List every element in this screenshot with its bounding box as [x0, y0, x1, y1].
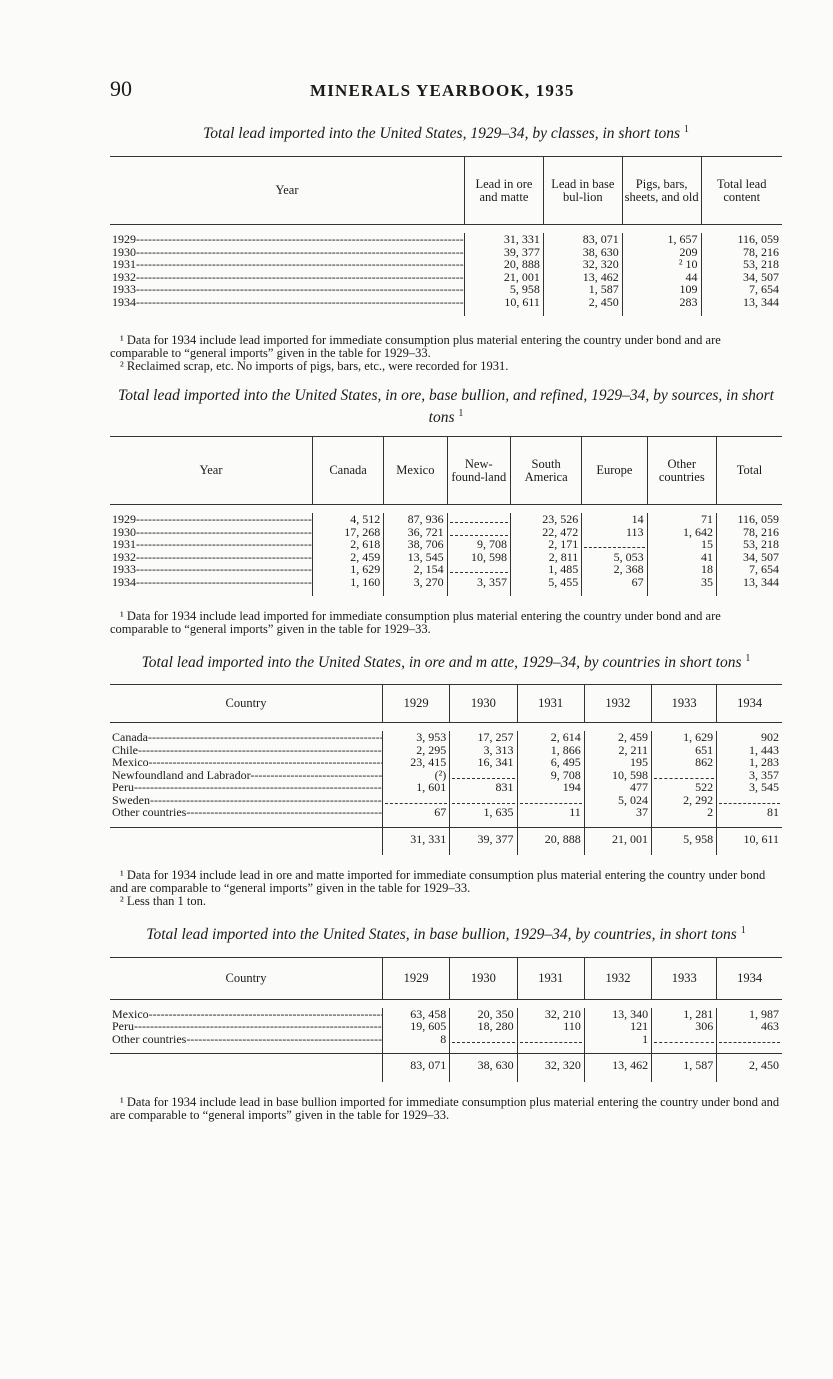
- spacer-cell: [110, 999, 782, 1008]
- row-label: 1932 -----: [110, 551, 313, 564]
- value-cell: 20, 350: [450, 1008, 517, 1021]
- value-cell: 67: [383, 806, 450, 827]
- table-row: [110, 1008, 782, 1021]
- table-row: [110, 563, 782, 576]
- footnotes: [110, 334, 782, 373]
- table-row: [110, 1020, 782, 1033]
- value-cell: (²): [383, 769, 450, 782]
- dash-leader: [654, 1034, 714, 1043]
- total-cell: 2, 450: [717, 1054, 782, 1082]
- row-label: 1931 -----: [110, 538, 313, 551]
- column-header: 1933: [652, 685, 717, 723]
- column-header: 1931: [517, 685, 584, 723]
- dash-leader: [450, 514, 508, 523]
- value-cell: 1, 587: [543, 283, 622, 296]
- empty-cell: [447, 513, 510, 526]
- value-cell: 67: [582, 576, 647, 597]
- total-cell: 21, 001: [584, 827, 651, 855]
- row-spacer: [110, 505, 782, 514]
- value-cell: 306: [652, 1020, 717, 1033]
- value-cell: 5, 024: [584, 794, 651, 807]
- value-cell: 10, 598: [584, 769, 651, 782]
- value-cell: 44: [622, 271, 701, 284]
- value-cell: 1, 601: [383, 781, 450, 794]
- value-cell: 113: [582, 526, 647, 539]
- empty-cell: [450, 1033, 517, 1054]
- column-header: 1931: [517, 957, 584, 999]
- value-cell: 109: [622, 283, 701, 296]
- column-header: Country: [110, 957, 383, 999]
- value-cell: 2, 171: [511, 538, 582, 551]
- row-label: Mexico -----: [110, 1008, 383, 1021]
- value-cell: 1, 283: [717, 756, 782, 769]
- column-header: 1933: [652, 957, 717, 999]
- column-header: 1929: [383, 957, 450, 999]
- value-cell: 1, 642: [647, 526, 716, 539]
- column-header: New-found-land: [447, 437, 510, 505]
- value-cell: 2, 368: [582, 563, 647, 576]
- table-row: [110, 526, 782, 539]
- dash-leader: [719, 795, 780, 804]
- value-cell: 5, 455: [511, 576, 582, 597]
- value-cell: 2, 459: [584, 731, 651, 744]
- totals-label-cell: [110, 827, 383, 855]
- value-cell: 2, 295: [383, 744, 450, 757]
- value-cell: 1, 866: [517, 744, 584, 757]
- value-cell: 22, 472: [511, 526, 582, 539]
- value-cell: 71: [647, 513, 716, 526]
- table-row: [110, 1033, 782, 1054]
- value-cell: 81: [717, 806, 782, 827]
- dash-leader: [385, 795, 447, 804]
- row-label: 1933 -----: [110, 563, 313, 576]
- value-cell: 14: [582, 513, 647, 526]
- row-label: Mexico -----: [110, 756, 383, 769]
- value-cell: 37: [584, 806, 651, 827]
- row-label: 1932 -----: [110, 271, 465, 284]
- total-cell: 10, 611: [717, 827, 782, 855]
- footnote: ¹ Data for 1934 include lead in base bullion imported for immediate consumption plus material entering the country under bond and are comparable to “general imports” given in the table for 1929–33.: [110, 1094, 780, 1122]
- total-cell: 20, 888: [517, 827, 584, 855]
- value-cell: 19, 605: [383, 1020, 450, 1033]
- value-cell: 522: [652, 781, 717, 794]
- row-spacer: [110, 723, 782, 732]
- value-cell: 9, 708: [447, 538, 510, 551]
- value-cell: 463: [717, 1020, 782, 1033]
- table-lead-by-sources: [110, 387, 782, 636]
- value-cell: 8: [383, 1033, 450, 1054]
- value-cell: 10, 611: [465, 296, 544, 317]
- row-label: 1930 -----: [110, 246, 465, 259]
- column-header: Total lead content: [701, 157, 782, 225]
- dash-leader: [719, 1034, 780, 1043]
- value-cell: 3, 357: [717, 769, 782, 782]
- table-row: [110, 551, 782, 564]
- value-cell: 116, 059: [716, 513, 782, 526]
- value-cell: 11: [517, 806, 584, 827]
- value-cell: 209: [622, 246, 701, 259]
- table-row: [110, 283, 782, 296]
- row-label: Other countries -----: [110, 1033, 383, 1054]
- value-cell: 41: [647, 551, 716, 564]
- value-cell: 23, 415: [383, 756, 450, 769]
- footnotes: [110, 869, 782, 908]
- value-cell: 902: [717, 731, 782, 744]
- value-cell: 1, 160: [313, 576, 384, 597]
- value-cell: 6, 495: [517, 756, 584, 769]
- column-header: Pigs, bars, sheets, and old: [622, 157, 701, 225]
- table-row: [110, 296, 782, 317]
- total-cell: 5, 958: [652, 827, 717, 855]
- value-cell: 2, 450: [543, 296, 622, 317]
- table-caption: Total lead imported into the United States, 1929–34, by classes, in short tons $^1$: [203, 124, 689, 143]
- value-cell: 3, 313: [450, 744, 517, 757]
- data-table: [110, 957, 782, 1082]
- dash-leader: [452, 795, 514, 804]
- empty-cell: [447, 563, 510, 576]
- column-header: 1932: [584, 957, 651, 999]
- value-cell: 38, 630: [543, 246, 622, 259]
- value-cell: 3, 545: [717, 781, 782, 794]
- footnote: ¹ Data for 1934 include lead imported for immediate consumption plus material entering the country under bond and are comparable to “general imports” given in the table for 1929–33.: [110, 333, 721, 361]
- row-label: 1929 -----: [110, 513, 313, 526]
- value-cell: 38, 706: [384, 538, 447, 551]
- footnote: ¹ Data for 1934 include lead in ore and matte imported for immediate consumption plus material entering the country under bond and are comparable to “general imports” given in the table for 1929–33.: [110, 868, 766, 896]
- row-label: Chile -----: [110, 744, 383, 757]
- dash-leader: [520, 795, 582, 804]
- value-cell: 17, 257: [450, 731, 517, 744]
- dash-leader: [584, 539, 644, 548]
- column-header: 1932: [584, 685, 651, 723]
- table-row: [110, 731, 782, 744]
- row-label: Peru -----: [110, 1020, 383, 1033]
- value-cell: 2, 618: [313, 538, 384, 551]
- value-cell: 18, 280: [450, 1020, 517, 1033]
- value-cell: 2: [652, 806, 717, 827]
- footnotes: [110, 1096, 782, 1122]
- value-cell: 1, 987: [717, 1008, 782, 1021]
- total-cell: 1, 587: [652, 1054, 717, 1082]
- table-row: [110, 233, 782, 246]
- row-label: Other countries -----: [110, 806, 383, 827]
- column-header: Country: [110, 685, 383, 723]
- value-cell: 2, 154: [384, 563, 447, 576]
- totals-label-cell: [110, 1054, 383, 1082]
- value-cell: 1, 281: [652, 1008, 717, 1021]
- column-header: South America: [511, 437, 582, 505]
- data-table: [110, 436, 782, 596]
- page: [110, 76, 782, 1122]
- column-header: Other countries: [647, 437, 716, 505]
- value-cell: 831: [450, 781, 517, 794]
- value-cell: 78, 216: [716, 526, 782, 539]
- value-cell: 53, 218: [701, 258, 782, 271]
- value-cell: 651: [652, 744, 717, 757]
- value-cell: 862: [652, 756, 717, 769]
- column-header: Year: [110, 437, 313, 505]
- table-row: [110, 806, 782, 827]
- value-cell: 18: [647, 563, 716, 576]
- table-caption: Total lead imported into the United States, in ore and m atte, 1929–34, by countries in short tons $^1$: [141, 653, 751, 672]
- value-cell: 78, 216: [701, 246, 782, 259]
- value-cell: 4, 512: [313, 513, 384, 526]
- value-cell: 34, 507: [701, 271, 782, 284]
- value-cell: 110: [517, 1020, 584, 1033]
- table-caption: Total lead imported into the United States, in ore, base bullion, and refined, 1929–34, by sources, in short tons $^1$: [118, 387, 774, 427]
- value-cell: 121: [584, 1020, 651, 1033]
- value-cell: 1: [584, 1033, 651, 1054]
- value-cell: 1, 635: [450, 806, 517, 827]
- value-cell: 17, 268: [313, 526, 384, 539]
- value-cell: 13, 545: [384, 551, 447, 564]
- value-cell: 39, 377: [465, 246, 544, 259]
- value-cell: 34, 507: [716, 551, 782, 564]
- dash-leader: [654, 770, 714, 779]
- value-cell: 5, 958: [465, 283, 544, 296]
- value-cell: 16, 341: [450, 756, 517, 769]
- dash-leader: [452, 770, 514, 779]
- column-header: Total: [716, 437, 782, 505]
- column-header: Year: [110, 157, 465, 225]
- empty-cell: [517, 1033, 584, 1054]
- value-cell: 20, 888: [465, 258, 544, 271]
- column-header: 1929: [383, 685, 450, 723]
- value-cell: 1, 629: [652, 731, 717, 744]
- row-label: 1929 -----: [110, 233, 465, 246]
- dash-leader: [450, 527, 508, 536]
- value-cell: 13, 344: [716, 576, 782, 597]
- empty-cell: [717, 1033, 782, 1054]
- value-cell: 194: [517, 781, 584, 794]
- total-cell: 83, 071: [383, 1054, 450, 1082]
- totals-row: [110, 827, 782, 855]
- value-cell: 31, 331: [465, 233, 544, 246]
- value-cell: 1, 629: [313, 563, 384, 576]
- page-number: 90: [110, 76, 132, 101]
- column-header: 1930: [450, 685, 517, 723]
- data-table: [110, 684, 782, 855]
- row-label: Canada -----: [110, 731, 383, 744]
- table-row: [110, 794, 782, 807]
- column-header: Canada: [313, 437, 384, 505]
- value-cell: 1, 657: [622, 233, 701, 246]
- value-cell: 3, 270: [384, 576, 447, 597]
- value-cell: 116, 059: [701, 233, 782, 246]
- total-cell: 32, 320: [517, 1054, 584, 1082]
- column-header: Lead in ore and matte: [465, 157, 544, 225]
- value-cell: 2, 211: [584, 744, 651, 757]
- table-row: [110, 538, 782, 551]
- column-header: Lead in base bul-lion: [543, 157, 622, 225]
- value-cell: 477: [584, 781, 651, 794]
- value-cell: 13, 462: [543, 271, 622, 284]
- value-cell: 3, 953: [383, 731, 450, 744]
- table-row: [110, 744, 782, 757]
- value-cell: 87, 936: [384, 513, 447, 526]
- table-lead-base-bullion-by-countries: [110, 922, 782, 1121]
- row-label: Peru -----: [110, 781, 383, 794]
- value-cell: 32, 320: [543, 258, 622, 271]
- data-table: [110, 156, 782, 316]
- value-cell: 1, 485: [511, 563, 582, 576]
- row-label: 1930 -----: [110, 526, 313, 539]
- value-cell: 10, 598: [447, 551, 510, 564]
- column-header: Mexico: [384, 437, 447, 505]
- value-cell: 53, 218: [716, 538, 782, 551]
- value-cell: 21, 001: [465, 271, 544, 284]
- empty-cell: [582, 538, 647, 551]
- value-cell: 15: [647, 538, 716, 551]
- table-row: [110, 576, 782, 597]
- value-cell: 7, 654: [701, 283, 782, 296]
- column-header: Europe: [582, 437, 647, 505]
- value-cell: 195: [584, 756, 651, 769]
- spacer-cell: [110, 505, 782, 514]
- column-header: 1934: [717, 685, 782, 723]
- value-cell: 2, 292: [652, 794, 717, 807]
- value-cell: 2, 614: [517, 731, 584, 744]
- running-title: MINERALS YEARBOOK, 1935: [310, 81, 575, 100]
- footnote: ² Less than 1 ton.: [120, 894, 207, 909]
- total-cell: 39, 377: [450, 827, 517, 855]
- row-label: 1931 -----: [110, 258, 465, 271]
- footnotes: [110, 610, 782, 636]
- row-label: 1934 -----: [110, 576, 313, 597]
- table-row: [110, 513, 782, 526]
- value-cell: 2, 459: [313, 551, 384, 564]
- page-header: [110, 76, 782, 108]
- dash-leader: [450, 564, 508, 573]
- value-cell: 32, 210: [517, 1008, 584, 1021]
- total-cell: 13, 462: [584, 1054, 651, 1082]
- value-cell: 13, 344: [701, 296, 782, 317]
- value-cell: 35: [647, 576, 716, 597]
- table-row: [110, 756, 782, 769]
- total-cell: 38, 630: [450, 1054, 517, 1082]
- value-cell: 283: [622, 296, 701, 317]
- table-row: [110, 781, 782, 794]
- row-label: Newfoundland and Labrador -----: [110, 769, 383, 782]
- value-cell: 7, 654: [716, 563, 782, 576]
- value-cell: 2, 811: [511, 551, 582, 564]
- value-cell: 1, 443: [717, 744, 782, 757]
- table-lead-by-classes: [110, 121, 782, 373]
- total-cell: 31, 331: [383, 827, 450, 855]
- row-label: 1933 -----: [110, 283, 465, 296]
- table-lead-ore-matte-by-countries: [110, 650, 782, 908]
- dash-leader: [452, 1034, 514, 1043]
- value-cell: 36, 721: [384, 526, 447, 539]
- table-caption: Total lead imported into the United States, in base bullion, 1929–34, by countries, in short tons $^1$: [146, 925, 746, 944]
- totals-row: [110, 1054, 782, 1082]
- row-label: Sweden -----: [110, 794, 383, 807]
- row-label: 1934 -----: [110, 296, 465, 317]
- value-cell: 5, 053: [582, 551, 647, 564]
- table-row: [110, 258, 782, 271]
- value-cell: 83, 071: [543, 233, 622, 246]
- column-header: 1934: [717, 957, 782, 999]
- value-cell: 3, 357: [447, 576, 510, 597]
- row-spacer: [110, 999, 782, 1008]
- empty-cell: [652, 1033, 717, 1054]
- footnote: ² Reclaimed scrap, etc. No imports of pigs, bars, etc., were recorded for 1931.: [120, 359, 509, 374]
- value-cell: 63, 458: [383, 1008, 450, 1021]
- footnote: ¹ Data for 1934 include lead imported for immediate consumption plus material entering the country under bond and are comparable to “general imports” given in the table for 1929–33.: [110, 609, 721, 637]
- value-cell: 9, 708: [517, 769, 584, 782]
- value-cell: ² 10: [622, 258, 701, 271]
- dash-leader: [520, 1034, 582, 1043]
- value-cell: 23, 526: [511, 513, 582, 526]
- column-header: 1930: [450, 957, 517, 999]
- value-cell: 13, 340: [584, 1008, 651, 1021]
- spacer-cell: [110, 723, 782, 732]
- table-row: [110, 769, 782, 782]
